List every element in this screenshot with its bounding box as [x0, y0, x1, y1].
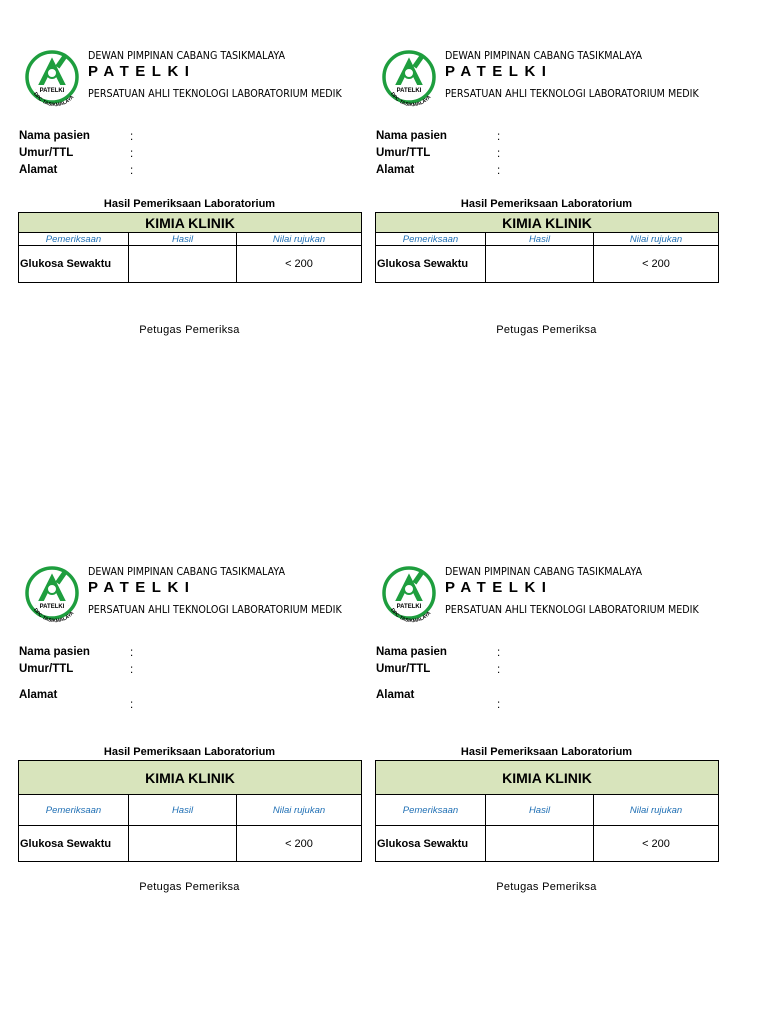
address-label: Alamat [19, 689, 58, 701]
org-name: PATELKI [88, 579, 196, 596]
org-branch: DEWAN PIMPINAN CABANG TASIKMALAYA [445, 49, 643, 62]
org-branch: DEWAN PIMPINAN CABANG TASIKMALAYA [445, 565, 643, 578]
reference-value: < 200 [594, 826, 719, 862]
patient-name-colon: : [497, 131, 501, 143]
org-name: PATELKI [445, 579, 553, 596]
patient-name-label: Nama pasien [376, 130, 447, 142]
test-name: Glukosa Sewaktu [19, 826, 129, 862]
age-dob-label: Umur/TTL [19, 147, 74, 159]
signer-label: Petugas Pemeriksa [139, 324, 240, 336]
logo-ring-text: DPC TASIKMALAYA [32, 91, 76, 109]
logo-badge-text: PATELKI [396, 88, 422, 94]
test-name: Glukosa Sewaktu [19, 246, 129, 283]
org-branch: DEWAN PIMPINAN CABANG TASIKMALAYA [88, 565, 286, 578]
column-result: Hasil [129, 233, 237, 246]
lab-result-slip [18, 565, 363, 905]
lab-result-slip [375, 49, 720, 389]
signer-label: Petugas Pemeriksa [496, 881, 597, 893]
column-test: Pemeriksaan [376, 795, 486, 826]
address-label: Alamat [19, 164, 58, 176]
column-result: Hasil [486, 233, 594, 246]
patelki-logo-icon [24, 565, 86, 627]
logo-badge-text: PATELKI [396, 604, 422, 610]
address-colon: : [130, 699, 134, 711]
column-result: Hasil [486, 795, 594, 826]
reference-value: < 200 [237, 826, 362, 862]
org-header [381, 565, 721, 627]
column-reference: Nilai rujukan [594, 233, 719, 246]
patient-name-colon: : [497, 647, 501, 659]
org-subtitle: PERSATUAN AHLI TEKNOLOGI LABORATORIUM MEDIK [445, 87, 699, 100]
org-subtitle: PERSATUAN AHLI TEKNOLOGI LABORATORIUM MEDIK [88, 603, 342, 616]
result-table [18, 212, 362, 283]
column-reference: Nilai rujukan [237, 795, 362, 826]
result-table [375, 760, 719, 862]
section-title: Hasil Pemeriksaan Laboratorium [103, 198, 276, 210]
result-table [18, 760, 362, 862]
logo-ring-text: DPC TASIKMALAYA [389, 607, 433, 625]
age-dob-label: Umur/TTL [376, 147, 431, 159]
address-colon: : [497, 699, 501, 711]
reference-value: < 200 [237, 246, 362, 283]
lab-result-slip [375, 565, 720, 905]
signer-label: Petugas Pemeriksa [496, 324, 597, 336]
address-colon: : [497, 165, 501, 177]
reference-value: < 200 [594, 246, 719, 283]
logo-ring-text: DPC TASIKMALAYA [389, 91, 433, 109]
result-value[interactable] [486, 826, 594, 862]
column-test: Pemeriksaan [19, 795, 129, 826]
logo-badge-text: PATELKI [39, 88, 65, 94]
org-subtitle: PERSATUAN AHLI TEKNOLOGI LABORATORIUM MEDIK [88, 87, 342, 100]
org-name: PATELKI [445, 63, 553, 80]
patient-name-label: Nama pasien [376, 646, 447, 658]
age-dob-colon: : [497, 148, 501, 160]
patelki-logo-icon [381, 49, 443, 111]
column-result: Hasil [129, 795, 237, 826]
patient-name-label: Nama pasien [19, 130, 90, 142]
signer-label: Petugas Pemeriksa [139, 881, 240, 893]
org-header [381, 49, 721, 111]
org-name: PATELKI [88, 63, 196, 80]
address-label: Alamat [376, 164, 415, 176]
result-value[interactable] [129, 246, 237, 283]
column-reference: Nilai rujukan [237, 233, 362, 246]
patient-name-colon: : [130, 131, 134, 143]
lab-result-slip [18, 49, 363, 389]
logo-ring-text: DPC TASIKMALAYA [32, 607, 76, 625]
org-branch: DEWAN PIMPINAN CABANG TASIKMALAYA [88, 49, 286, 62]
table-header: KIMIA KLINIK [376, 213, 719, 233]
table-header: KIMIA KLINIK [376, 761, 719, 795]
org-header [24, 565, 364, 627]
age-dob-label: Umur/TTL [376, 663, 431, 675]
column-reference: Nilai rujukan [594, 795, 719, 826]
age-dob-colon: : [130, 664, 134, 676]
age-dob-colon: : [130, 148, 134, 160]
result-table [375, 212, 719, 283]
org-header [24, 49, 364, 111]
logo-badge-text: PATELKI [39, 604, 65, 610]
patelki-logo-icon [24, 49, 86, 111]
patelki-logo-icon [381, 565, 443, 627]
test-name: Glukosa Sewaktu [376, 826, 486, 862]
org-subtitle: PERSATUAN AHLI TEKNOLOGI LABORATORIUM MEDIK [445, 603, 699, 616]
result-value[interactable] [129, 826, 237, 862]
patient-name-label: Nama pasien [19, 646, 90, 658]
test-name: Glukosa Sewaktu [376, 246, 486, 283]
section-title: Hasil Pemeriksaan Laboratorium [460, 746, 633, 758]
age-dob-colon: : [497, 664, 501, 676]
address-label: Alamat [376, 689, 415, 701]
column-test: Pemeriksaan [376, 233, 486, 246]
result-value[interactable] [486, 246, 594, 283]
address-colon: : [130, 165, 134, 177]
section-title: Hasil Pemeriksaan Laboratorium [103, 746, 276, 758]
table-header: KIMIA KLINIK [19, 761, 362, 795]
section-title: Hasil Pemeriksaan Laboratorium [460, 198, 633, 210]
table-header: KIMIA KLINIK [19, 213, 362, 233]
age-dob-label: Umur/TTL [19, 663, 74, 675]
column-test: Pemeriksaan [19, 233, 129, 246]
patient-name-colon: : [130, 647, 134, 659]
